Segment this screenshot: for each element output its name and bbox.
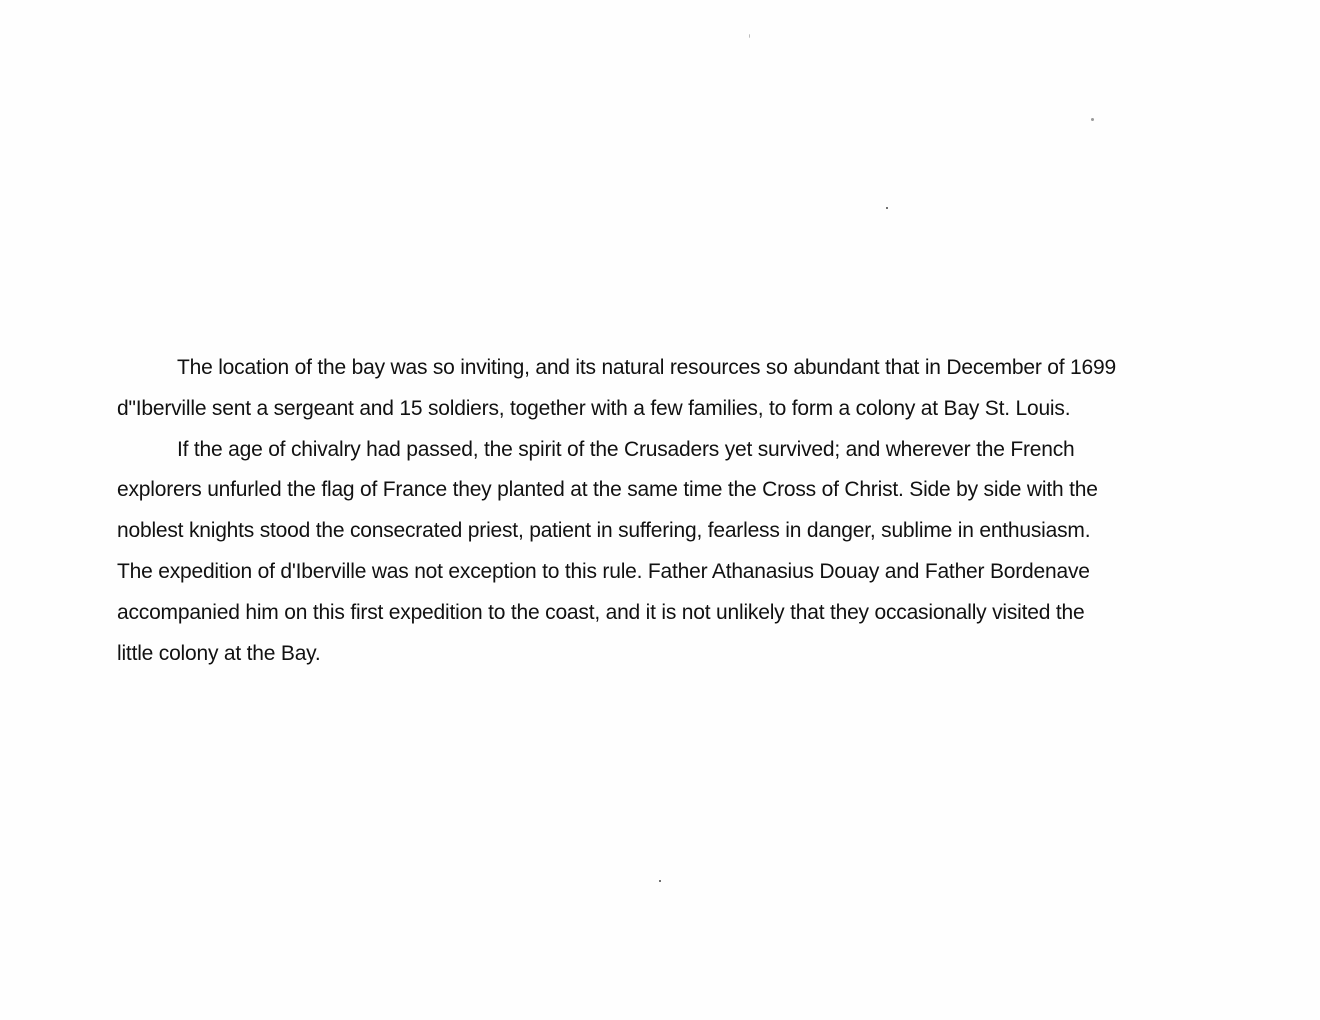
scan-speck	[1091, 118, 1094, 121]
paragraph-2-line-4: The expedition of d'Iberville was not exception to this rule. Father Athanasius Douay and Father Bordenave	[117, 559, 1090, 583]
scan-speck	[886, 207, 888, 209]
scan-speck	[659, 880, 661, 882]
paragraph-2-line-2: explorers unfurled the flag of France they planted at the same time the Cross of Christ. Side by side with the	[117, 478, 1098, 502]
scan-speck	[749, 34, 750, 38]
paragraph-2-line-5: accompanied him on this first expedition to the coast, and it is not unlikely that they occasionally visited the	[117, 600, 1085, 624]
paragraph-1-line-2: d"Iberville sent a sergeant and 15 soldiers, together with a few families, to form a colony at Bay St. Louis.	[117, 396, 1071, 420]
paragraph-2-line-3: noblest knights stood the consecrated priest, patient in suffering, fearless in danger, sublime in enthusiasm.	[117, 519, 1091, 543]
paragraph-2-line-1: If the age of chivalry had passed, the spirit of the Crusaders yet survived; and wherever the French	[177, 437, 1075, 461]
paragraph-2-line-6: little colony at the Bay.	[117, 641, 321, 665]
body-text	[117, 348, 1207, 674]
paragraph-1-line-1: The location of the bay was so inviting, and its natural resources so abundant that in December of 1699	[177, 356, 1116, 379]
